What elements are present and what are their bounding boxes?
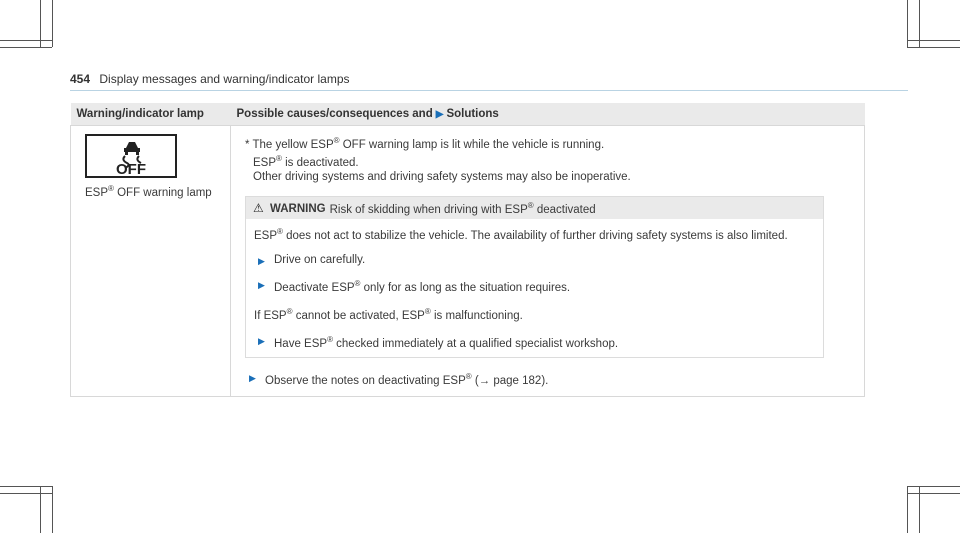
crop-mark xyxy=(52,0,53,47)
crop-mark xyxy=(907,493,960,494)
step-arrow-icon: ▶ xyxy=(249,372,256,383)
causes-cell xyxy=(231,126,865,397)
list-item: ▶ Have ESP® checked immediately at a qualified specialist workshop. xyxy=(258,334,619,350)
step-arrow-icon: ▶ xyxy=(258,280,265,291)
lamp-cell xyxy=(71,126,231,397)
step-arrow-icon: ▶ xyxy=(258,335,265,346)
page-header xyxy=(70,72,350,86)
warning-triangle-icon: ⚠ xyxy=(253,200,264,215)
crop-mark xyxy=(0,47,52,48)
arrow-right-icon: ▶ xyxy=(435,109,444,120)
intro-line: ESP® is deactivated. xyxy=(253,153,359,169)
table-row xyxy=(71,126,865,397)
crop-mark xyxy=(0,40,52,41)
col-header-causes: Possible causes/consequences and ▶ Solutions xyxy=(231,103,865,126)
warning-body: ESP® does not act to stabilize the vehicle. The availability of further driving safety systems is also limited. ▶ Drive on carefully. ▶ Deactivate ESP® only for as long as the situation requires. If ESP® cannot be activated, ESP® is malfunctioning. ▶ Have ESP® checked immediately at a qualified specialist workshop. xyxy=(246,219,823,356)
col-header-lamp: Warning/indicator lamp xyxy=(71,103,231,126)
lamp-table xyxy=(70,103,865,397)
warning-label: WARNING xyxy=(270,203,326,216)
esp-off-lamp-icon xyxy=(85,134,177,178)
step-arrow-icon: ▶ xyxy=(258,256,265,267)
page-title: Display messages and warning/indicator lamps xyxy=(99,72,350,86)
intro-line: Other driving systems and driving safety systems may also be inoperative. xyxy=(253,170,631,183)
list-item: ▶ Observe the notes on deactivating ESP® (→ page 182). xyxy=(249,371,549,387)
crop-mark xyxy=(0,493,52,494)
lamp-off-text: OFF xyxy=(116,161,146,176)
intro-line: * The yellow ESP® OFF warning lamp is lit while the vehicle is running. xyxy=(245,136,605,151)
crop-mark xyxy=(907,47,960,48)
lamp-label: ESP® OFF warning lamp xyxy=(85,184,212,199)
crop-mark xyxy=(52,486,53,533)
page-number: 454 xyxy=(70,72,91,86)
list-item: ▶ Deactivate ESP® only for as long as the situation requires. xyxy=(258,279,571,295)
warning-box xyxy=(245,196,824,358)
header-divider xyxy=(70,90,908,91)
list-item: ▶ Drive on carefully. xyxy=(258,254,366,267)
page-reference-link[interactable]: (→ page 182). xyxy=(471,374,549,387)
crop-mark xyxy=(0,486,52,487)
warning-header: ⚠ WARNING Risk of skidding when driving with ESP® deactivated xyxy=(246,197,823,220)
crop-mark xyxy=(907,486,960,487)
crop-mark xyxy=(907,40,960,41)
